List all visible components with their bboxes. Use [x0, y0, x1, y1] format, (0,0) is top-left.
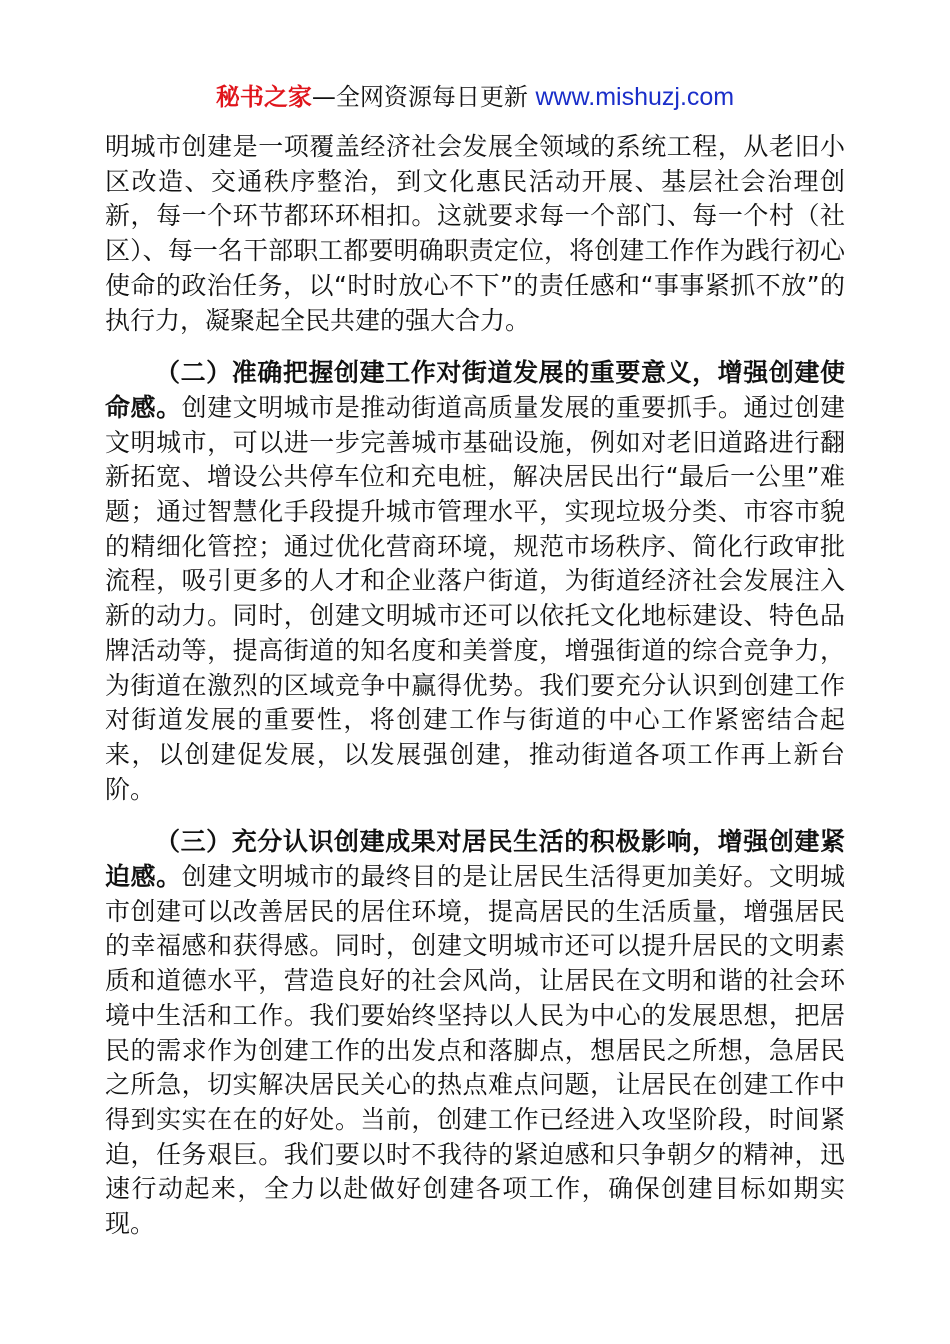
- section-heading: （三）充分认识创建成果对居民生活的积极影响，增强创建紧迫感。: [105, 827, 845, 892]
- paragraph-text: 创建文明城市是推动街道高质量发展的重要抓手。通过创建文明城市，可以进一步完善城市基础设施，例如对老旧道路进行翻新拓宽、增设公共停车位和充电桩，解决居民出行“最后一公里”难题；通过智慧化手段提升城市管理水平，实现垃圾分类、市容市貌的精细化管控；通过优化营商环境，规范市场秩序、简化行政审批流程，吸引更多的人才和企业落户街道，为街道经济社会发展注入新的动力。同时，创建文明城市还可以依托文化地标建设、特色品牌活动等，提高街道的知名度和美誉度，增强街道的综合竞争力，为街道在激烈的区域竞争中赢得优势。我们要充分认识到创建工作对街道发展的重要性，将创建工作与街道的中心工作紧密结合起来，以创建促发展，以发展强创建，推动街道各项工作再上新台阶。: [105, 392, 845, 804]
- section-heading: （二）准确把握创建工作对街道发展的重要意义，增强创建使命感。: [105, 358, 845, 422]
- page-header: [0, 80, 950, 114]
- paragraph-continuation: [105, 130, 845, 338]
- paragraph-section-3: [105, 825, 845, 1241]
- paragraph-text: 创建文明城市的最终目的是让居民生活得更加美好。文明城市创建可以改善居民的居住环境，提高居民的生活质量，增强居民的幸福感和获得感。同时，创建文明城市还可以提升居民的文明素质和道德水平，营造良好的社会风尚，让居民在文明和谐的社会环境中生活和工作。我们要始终坚持以人民为中心的发展思想，把居民的需求作为创建工作的出发点和落脚点，想居民之所想，急居民之所急，切实解决居民关心的热点难点问题，让居民在创建工作中得到实实在在的好处。当前，创建工作已经进入攻坚阶段，时间紧迫，任务艰巨。我们要以时不我待的紧迫感和只争朝夕的精神，迅速行动起来，全力以赴做好创建各项工作，确保创建目标如期实现。: [105, 862, 845, 1239]
- brand-name: 秘书之家: [215, 83, 312, 111]
- site-url-link[interactable]: www.mishuzj.com: [535, 83, 735, 111]
- document-body: [105, 130, 845, 1242]
- header-tagline: —全网资源每日更新: [311, 83, 536, 111]
- paragraph-text: 明城市创建是一项覆盖经济社会发展全领域的系统工程，从老旧小区改造、交通秩序整治，到文化惠民活动开展、基层社会治理创新，每一个环节都环环相扣。这就要求每一个部门、每一个村（社区）、每一名干部职工都要明确职责定位，将创建工作作为践行初心使命的政治任务，以“时时放心不下”的责任感和“事事紧抓不放”的执行力，凝聚起全民共建的强大合力。: [105, 132, 845, 335]
- paragraph-section-2: [105, 356, 845, 807]
